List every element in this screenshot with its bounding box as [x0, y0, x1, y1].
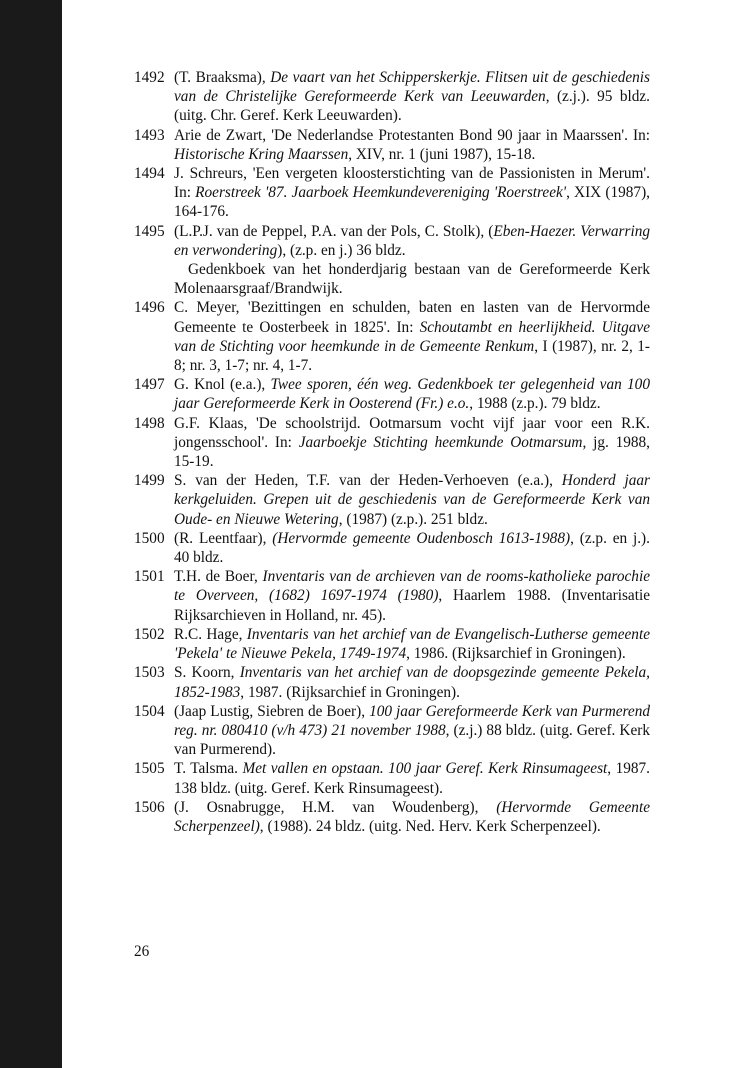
entry-number: 1496 — [134, 299, 165, 317]
entry-text-part: (J. Osnabrugge, H.M. van Woudenberg), — [174, 798, 497, 816]
entry-number: 1501 — [134, 568, 165, 586]
entry-text-part: S. van der Heden, T.F. van der Heden-Verhoeven (e.a.), — [174, 472, 562, 490]
entry-title-italic: Roerstreek '87. Jaarboek Heemkundevereniging 'Roerstreek' — [195, 184, 567, 202]
entry-title-italic: Honderd jaar kerkgeluiden. Grepen uit de geschiedenis van de Gereformeerde Kerk van Oude- en Nieuwe Wetering — [174, 472, 650, 528]
entry-number: 1503 — [134, 664, 165, 682]
entry-number: 1495 — [134, 222, 165, 240]
entry-text-part: , (z.j.). 95 bldz. (uitg. Chr. Geref. Kerk Leeuwarden). — [174, 88, 650, 125]
entry-number: 1492 — [134, 69, 165, 86]
entry-number: 1499 — [134, 472, 165, 490]
entry-text-part: , (1988). 24 bldz. (uitg. Ned. Herv. Kerk Scherpenzeel). — [259, 817, 601, 835]
bibliography-list — [110, 68, 650, 836]
bibliography-entry — [110, 471, 650, 529]
entry-text — [174, 567, 650, 625]
entry-title-italic: Inventaris van het archief van de Evangelisch-Lutherse gemeente 'Pekela' te Nieuwe Pekela, 1749-1974 — [174, 625, 650, 663]
entry-text-part: , XIV, nr. 1 (juni 1987), 15-18. — [348, 145, 536, 163]
bibliography-entry — [110, 798, 650, 836]
entry-text-part: T. Talsma. — [174, 760, 243, 778]
entry-title-italic: Jaarboekje Stichting heemkunde Ootmarsum — [298, 433, 583, 451]
entry-text-part: , jg. 1988, 15-19. — [174, 433, 650, 471]
entry-text-part: C. Meyer, 'Bezittingen en schulden, baten en lasten van de Hervormde Gemeente te Oosterbeek in 1825'. In: — [174, 299, 650, 336]
entry-number: 1506 — [134, 798, 165, 816]
entry-title-italic: Eben-Haezer. Verwarring en verwondering — [174, 222, 650, 259]
entry-annotation: Gedenkboek van het honderdjarig bestaan van de Gereformeerde Kerk Molenaarsgraaf/Brandwijk. — [174, 261, 650, 298]
entry-text — [174, 298, 650, 375]
entry-text-part: R.C. Hage, — [174, 625, 247, 643]
entry-text — [174, 529, 650, 567]
entry-text-part: G.F. Klaas, 'De schoolstrijd. Ootmarsum vocht vijf jaar voor een R.K. jongensschool'. In: — [174, 414, 650, 451]
entry-number: 1498 — [134, 414, 165, 432]
entry-title-italic: De vaart van het Schipperskerkje. Flitsen uit de geschiedenis van de Christelijke Gereformeerde Kerk van Leeuwarden — [174, 69, 650, 106]
entry-text-part: , 1987. 138 bldz. (uitg. Geref. Kerk Rinsumageest). — [174, 760, 650, 797]
entry-text-part: , XIX (1987), 164-176. — [174, 184, 650, 221]
entry-text — [174, 414, 650, 472]
scan-edge-bar — [0, 0, 62, 1068]
entry-text-part: , (z.j.) 88 bldz. (uitg. Geref. Kerk van Purmerend). — [174, 721, 650, 759]
entry-text — [174, 702, 650, 760]
entry-text — [174, 471, 650, 529]
entry-title-italic: (Hervormde Gemeente Scherpenzeel) — [174, 798, 650, 835]
bibliography-entry — [110, 68, 650, 126]
entry-text — [174, 625, 650, 663]
entry-text-part: , (1987) (z.p.). 251 bldz. — [338, 510, 488, 528]
entry-text-part: (L.P.J. van de Peppel, P.A. van der Pols, C. Stolk), ( — [174, 222, 494, 240]
entry-text — [174, 798, 650, 836]
bibliography-entry — [110, 529, 650, 567]
bibliography-entry — [110, 414, 650, 472]
entry-text-part: , Haarlem 1988. (Inventarisatie Rijksarchieven in Holland, nr. 45). — [174, 587, 650, 624]
entry-text — [174, 663, 650, 701]
entry-text — [174, 68, 650, 126]
entry-text-part: (R. Leentfaar), — [174, 529, 273, 547]
bibliography-entry — [110, 126, 650, 164]
entry-text-part: T.H. de Boer, — [174, 568, 263, 586]
entry-number: 1502 — [134, 625, 165, 643]
entry-text-part: , 1987. (Rijksarchief in Groningen). — [240, 683, 460, 701]
entry-title-italic: Inventaris van het archief van de doopsgezinde gemeente Pekela, 1852-1983 — [174, 664, 651, 701]
bibliography-entry — [110, 759, 650, 797]
entry-title-italic: (Hervormde gemeente Oudenbosch 1613-1988) — [272, 529, 571, 547]
entry-text — [174, 375, 650, 413]
bibliography-entry — [110, 375, 650, 413]
entry-number: 1497 — [134, 376, 165, 394]
entry-text — [174, 126, 650, 164]
entry-text-part: (T. Braaksma), — [174, 69, 271, 86]
bibliography-entry — [110, 298, 650, 375]
entry-text-part: (Jaap Lustig, Siebren de Boer), — [174, 702, 370, 720]
bibliography-entry — [110, 702, 650, 760]
page-number: 26 — [134, 943, 150, 960]
entry-text-part: , 1988 (z.p.). 79 bldz. — [469, 395, 601, 413]
entry-text-part: S. Koorn, — [174, 664, 240, 682]
entry-title-italic: Met vallen en opstaan. 100 jaar Geref. Kerk Rinsumageest — [242, 760, 608, 778]
bibliography-entry — [110, 222, 650, 299]
entry-text-part: , 1986. (Rijksarchief in Groningen). — [406, 645, 626, 663]
entry-text-part: , I (1987), nr. 2, 1-8; nr. 3, 1-7; nr. 4, 1-7. — [174, 337, 650, 375]
entry-text-part: J. Schreurs, 'Een vergeten kloosterstichting van de Passionisten in Merum'. In: — [174, 165, 650, 202]
entry-text-part: Arie de Zwart, 'De Nederlandse Protestanten Bond 90 jaar in Maarssen'. In: — [174, 126, 650, 144]
entry-text-part: ), (z.p. en j.) 36 bldz. — [277, 241, 406, 259]
entry-number: 1505 — [134, 760, 165, 778]
entry-title-italic: 100 jaar Gereformeerde Kerk van Purmerend reg. nr. 080410 (v/h 473) 21 november 1988 — [174, 702, 650, 739]
entry-text-part: , (z.p. en j.). 40 bldz. — [174, 529, 650, 567]
entry-number: 1500 — [134, 529, 165, 547]
entry-number: 1504 — [134, 702, 165, 720]
bibliography-entry — [110, 663, 650, 701]
entry-title-italic: Historische Kring Maarssen — [174, 145, 349, 163]
bibliography-entry — [110, 567, 650, 625]
entry-number: 1493 — [134, 126, 165, 144]
entry-number: 1494 — [134, 165, 165, 183]
entry-text-part: G. Knol (e.a.), — [174, 376, 271, 394]
bibliography-entry — [110, 164, 650, 222]
entry-title-italic: Twee sporen, één weg. Gedenkboek ter gelegenheid van 100 jaar Gereformeerde Kerk in Oosterend (Fr.) e.o. — [174, 376, 650, 413]
bibliography-entry — [110, 625, 650, 663]
entry-title-italic: Schoutambt en heerlijkheid. Uitgave van de Stichting voor heemkunde in de Gemeente Renkum — [174, 318, 650, 355]
entry-title-italic: Inventaris van de archieven van de rooms-katholieke parochie te Overveen, (1682) 1697-1974 (1980) — [174, 568, 650, 605]
entry-text — [174, 222, 650, 299]
entry-text — [174, 164, 650, 222]
entry-text — [174, 759, 650, 797]
